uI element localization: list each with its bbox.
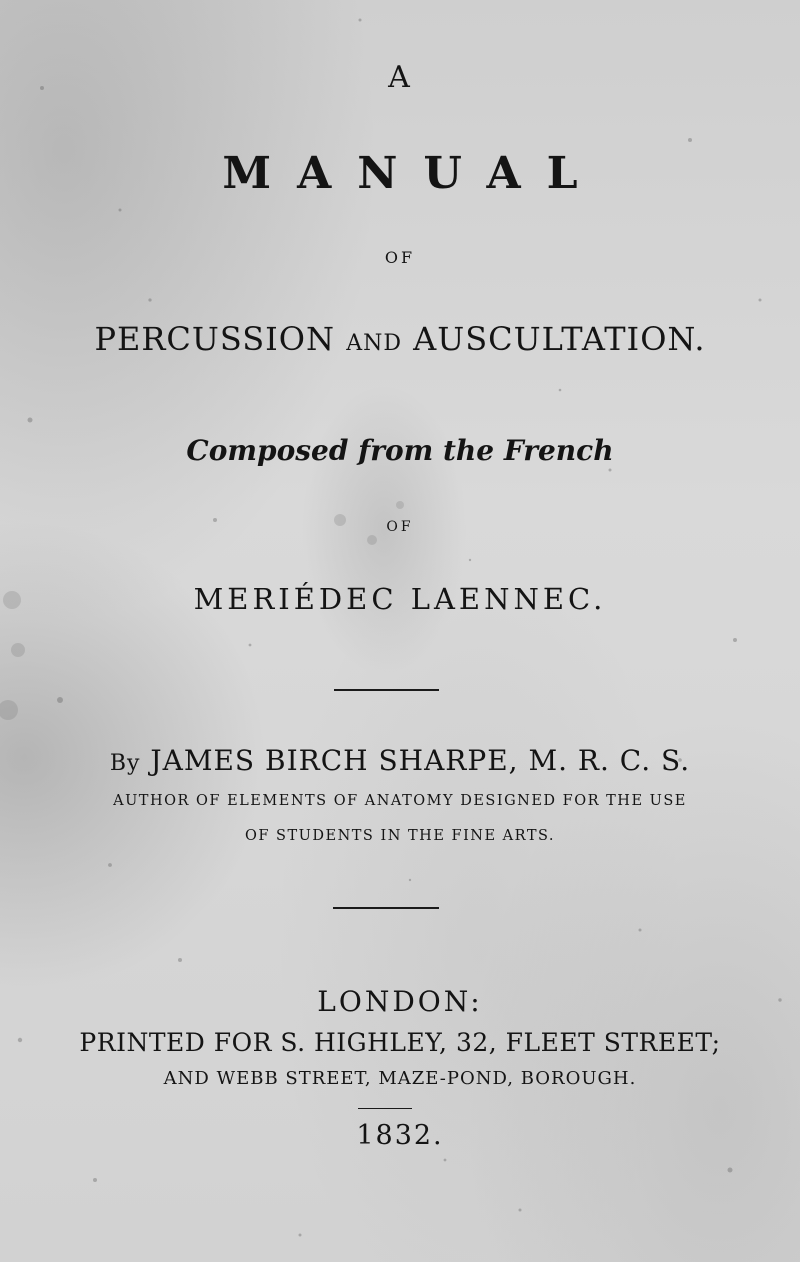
imprint-address: AND WEBB STREET, MAZE-POND, BOROUGH. <box>163 1068 637 1089</box>
divider-rule <box>333 907 439 909</box>
subject-and: AND <box>346 331 402 356</box>
author-credit-line-1: AUTHOR OF ELEMENTS OF ANATOMY DESIGNED FOR THE USE <box>113 793 687 809</box>
imprint-city: LONDON: <box>317 985 483 1018</box>
composed-from-line: Composed from the French <box>186 434 614 467</box>
imprint-printer: PRINTED FOR S. HIGHLEY, 32, FLEET STREET; <box>79 1028 721 1057</box>
title-manual: MANUAL <box>222 148 604 199</box>
imprint-year: 1832. <box>356 1120 444 1151</box>
divider-rule-short <box>358 1108 412 1109</box>
divider-rule <box>334 689 439 691</box>
byline-prefix: By <box>109 751 141 776</box>
title-article: A <box>388 60 412 95</box>
connector-of: OF <box>384 248 416 267</box>
author-credit-line-2: OF STUDENTS IN THE FINE ARTS. <box>244 828 556 844</box>
subject-title <box>0 320 800 358</box>
byline <box>0 744 800 777</box>
connector-of-2: OF <box>386 519 414 535</box>
original-author: MERIÉDEC LAENNEC. <box>193 582 607 616</box>
subject-auscultation: AUSCULTATION. <box>413 320 706 358</box>
subject-percussion: PERCUSSION <box>94 320 336 358</box>
byline-name: JAMES BIRCH SHARPE, M. R. C. S. <box>150 744 691 777</box>
